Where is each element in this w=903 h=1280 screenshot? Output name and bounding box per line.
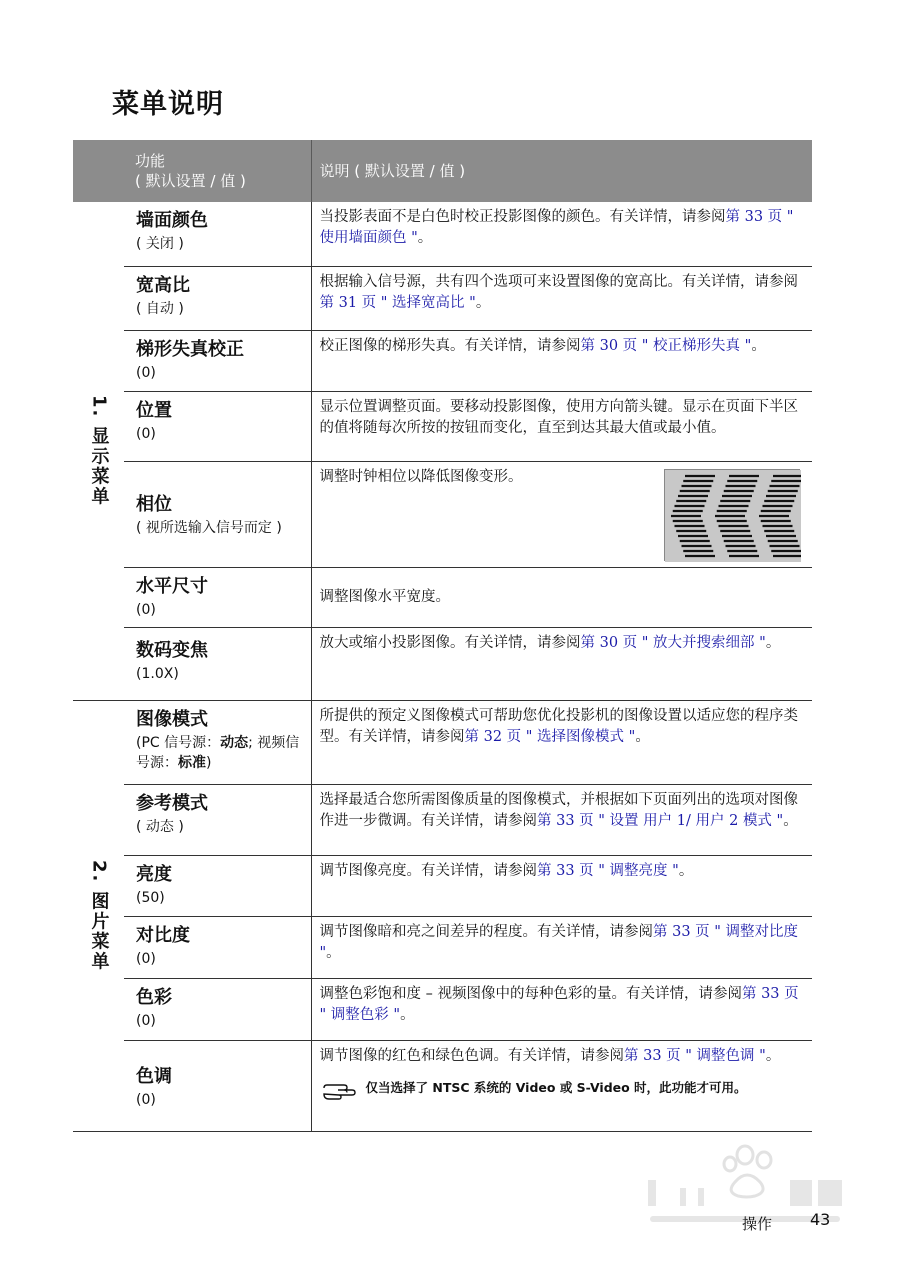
pointing-hand-icon (322, 1079, 358, 1101)
page-link[interactable]: 第 32 页 " 选择图像模式 " (464, 728, 636, 745)
footer-section-label: 操作 (742, 1215, 773, 1233)
table-header-row (73, 140, 812, 202)
group-label: 2. 图片菜单 (88, 859, 110, 972)
description-cell: 调节图像的红色和绿色色调。有关详情，请参阅第 33 页 " 调整色调 "。 仅当选择了 NTSC 系统的 Video 或 S-Video 时，此功能才可用。 (311, 1040, 812, 1131)
page-link[interactable]: 第 33 页 " 设置 用户 1/ 用户 2 模式 " (537, 812, 784, 829)
description-cell: 选择最适合您所需图像质量的图像模式，并根据如下页面列出的选项对图像作进一步微调。有关详情，请参阅第 33 页 " 设置 用户 1/ 用户 2 模式 "。 (311, 784, 812, 855)
table-row (73, 916, 812, 978)
description-cell: 调整图像水平宽度。 (311, 567, 812, 627)
function-cell: 宽高比 ( 自动 ) (124, 266, 311, 330)
page-link[interactable]: 第 33 页 " 使用墙面颜色 " (319, 209, 794, 246)
table-row (73, 202, 812, 266)
description-cell: 调节图像亮度。有关详情，请参阅第 33 页 " 调整亮度 "。 (311, 855, 812, 916)
footer-page-number: 43 (810, 1210, 831, 1229)
table-row (73, 627, 812, 700)
phase-pattern-icon (665, 470, 801, 562)
description-header: 说明 ( 默认设置 / 值 ) (311, 140, 812, 202)
page-link[interactable]: 第 31 页 " 选择宽高比 " (319, 294, 476, 311)
description-cell: 当投影表面不是白色时校正投影图像的颜色。有关详情，请参阅第 33 页 " 使用墙面颜色 "。 (311, 202, 812, 266)
function-cell: 相位 ( 视所选输入信号而定 ) (124, 461, 311, 567)
table-row (73, 567, 812, 627)
page-link[interactable]: 第 33 页 " 调整色彩 " (319, 985, 799, 1023)
phase-distortion-image (664, 469, 800, 561)
function-cell: 图像模式 (PC 信号源：动态; 视频信号源：标准) (124, 700, 311, 784)
description-cell: 放大或缩小投影图像。有关详情，请参阅第 30 页 " 放大并搜索细部 "。 (311, 627, 812, 700)
function-header: 功能 ( 默认设置 / 值 ) (73, 140, 311, 202)
description-cell: 调整色彩饱和度 – 视频图像中的每种色彩的量。有关详情，请参阅第 33 页 " 调整色彩 "。 (311, 978, 812, 1040)
page-link[interactable]: 第 33 页 " 调整色调 " (624, 1047, 766, 1064)
table-row (73, 1040, 812, 1131)
page-link[interactable]: 第 33 页 " 调整亮度 " (537, 862, 679, 879)
function-cell: 位置 (0) (124, 391, 311, 461)
group-label-cell (73, 202, 124, 700)
description-cell: 所提供的预定义图像模式可帮助您优化投影机的图像设置以适应您的程序类型。有关详情，请参阅第 32 页 " 选择图像模式 "。 (311, 700, 812, 784)
page-link[interactable]: 第 30 页 " 放大并搜索细部 " (580, 634, 766, 651)
function-cell: 墙面颜色 ( 关闭 ) (124, 202, 311, 266)
group-label: 1. 显示菜单 (88, 394, 110, 507)
table-row (73, 784, 812, 855)
menu-table (73, 140, 812, 1132)
function-cell: 亮度 (50) (124, 855, 311, 916)
table-row (73, 700, 812, 784)
description-cell: 调整时钟相位以降低图像变形。 (311, 461, 812, 567)
table-row (73, 330, 812, 391)
table-row (73, 978, 812, 1040)
description-cell: 显示位置调整页面。要移动投影图像，使用方向箭头键。显示在页面下半区的值将随每次所按的按钮而变化，直至到达其最大值或最小值。 (311, 391, 812, 461)
function-cell: 水平尺寸 (0) (124, 567, 311, 627)
description-cell: 根据输入信号源，共有四个选项可来设置图像的宽高比。有关详情，请参阅第 31 页 " 选择宽高比 "。 (311, 266, 812, 330)
group-label-cell (73, 700, 124, 1131)
page-link[interactable]: 第 33 页 " 调整对比度 " (319, 923, 799, 961)
page-title: 菜单说明 (112, 89, 224, 120)
function-cell: 色彩 (0) (124, 978, 311, 1040)
note: 仅当选择了 NTSC 系统的 Video 或 S-Video 时，此功能才可用。 (322, 1079, 805, 1101)
function-cell: 梯形失真校正 (0) (124, 330, 311, 391)
description-cell: 校正图像的梯形失真。有关详情，请参阅第 30 页 " 校正梯形失真 "。 (311, 330, 812, 391)
function-cell: 数码变焦 (1.0X) (124, 627, 311, 700)
function-cell: 对比度 (0) (124, 916, 311, 978)
table-row (73, 461, 812, 567)
function-cell: 色调 (0) (124, 1040, 311, 1131)
table-row (73, 391, 812, 461)
description-cell: 调节图像暗和亮之间差异的程度。有关详情，请参阅第 33 页 " 调整对比度 "。 (311, 916, 812, 978)
page-link[interactable]: 第 30 页 " 校正梯形失真 " (580, 337, 752, 354)
table-row (73, 266, 812, 330)
table-row (73, 855, 812, 916)
function-cell: 参考模式 ( 动态 ) (124, 784, 311, 855)
